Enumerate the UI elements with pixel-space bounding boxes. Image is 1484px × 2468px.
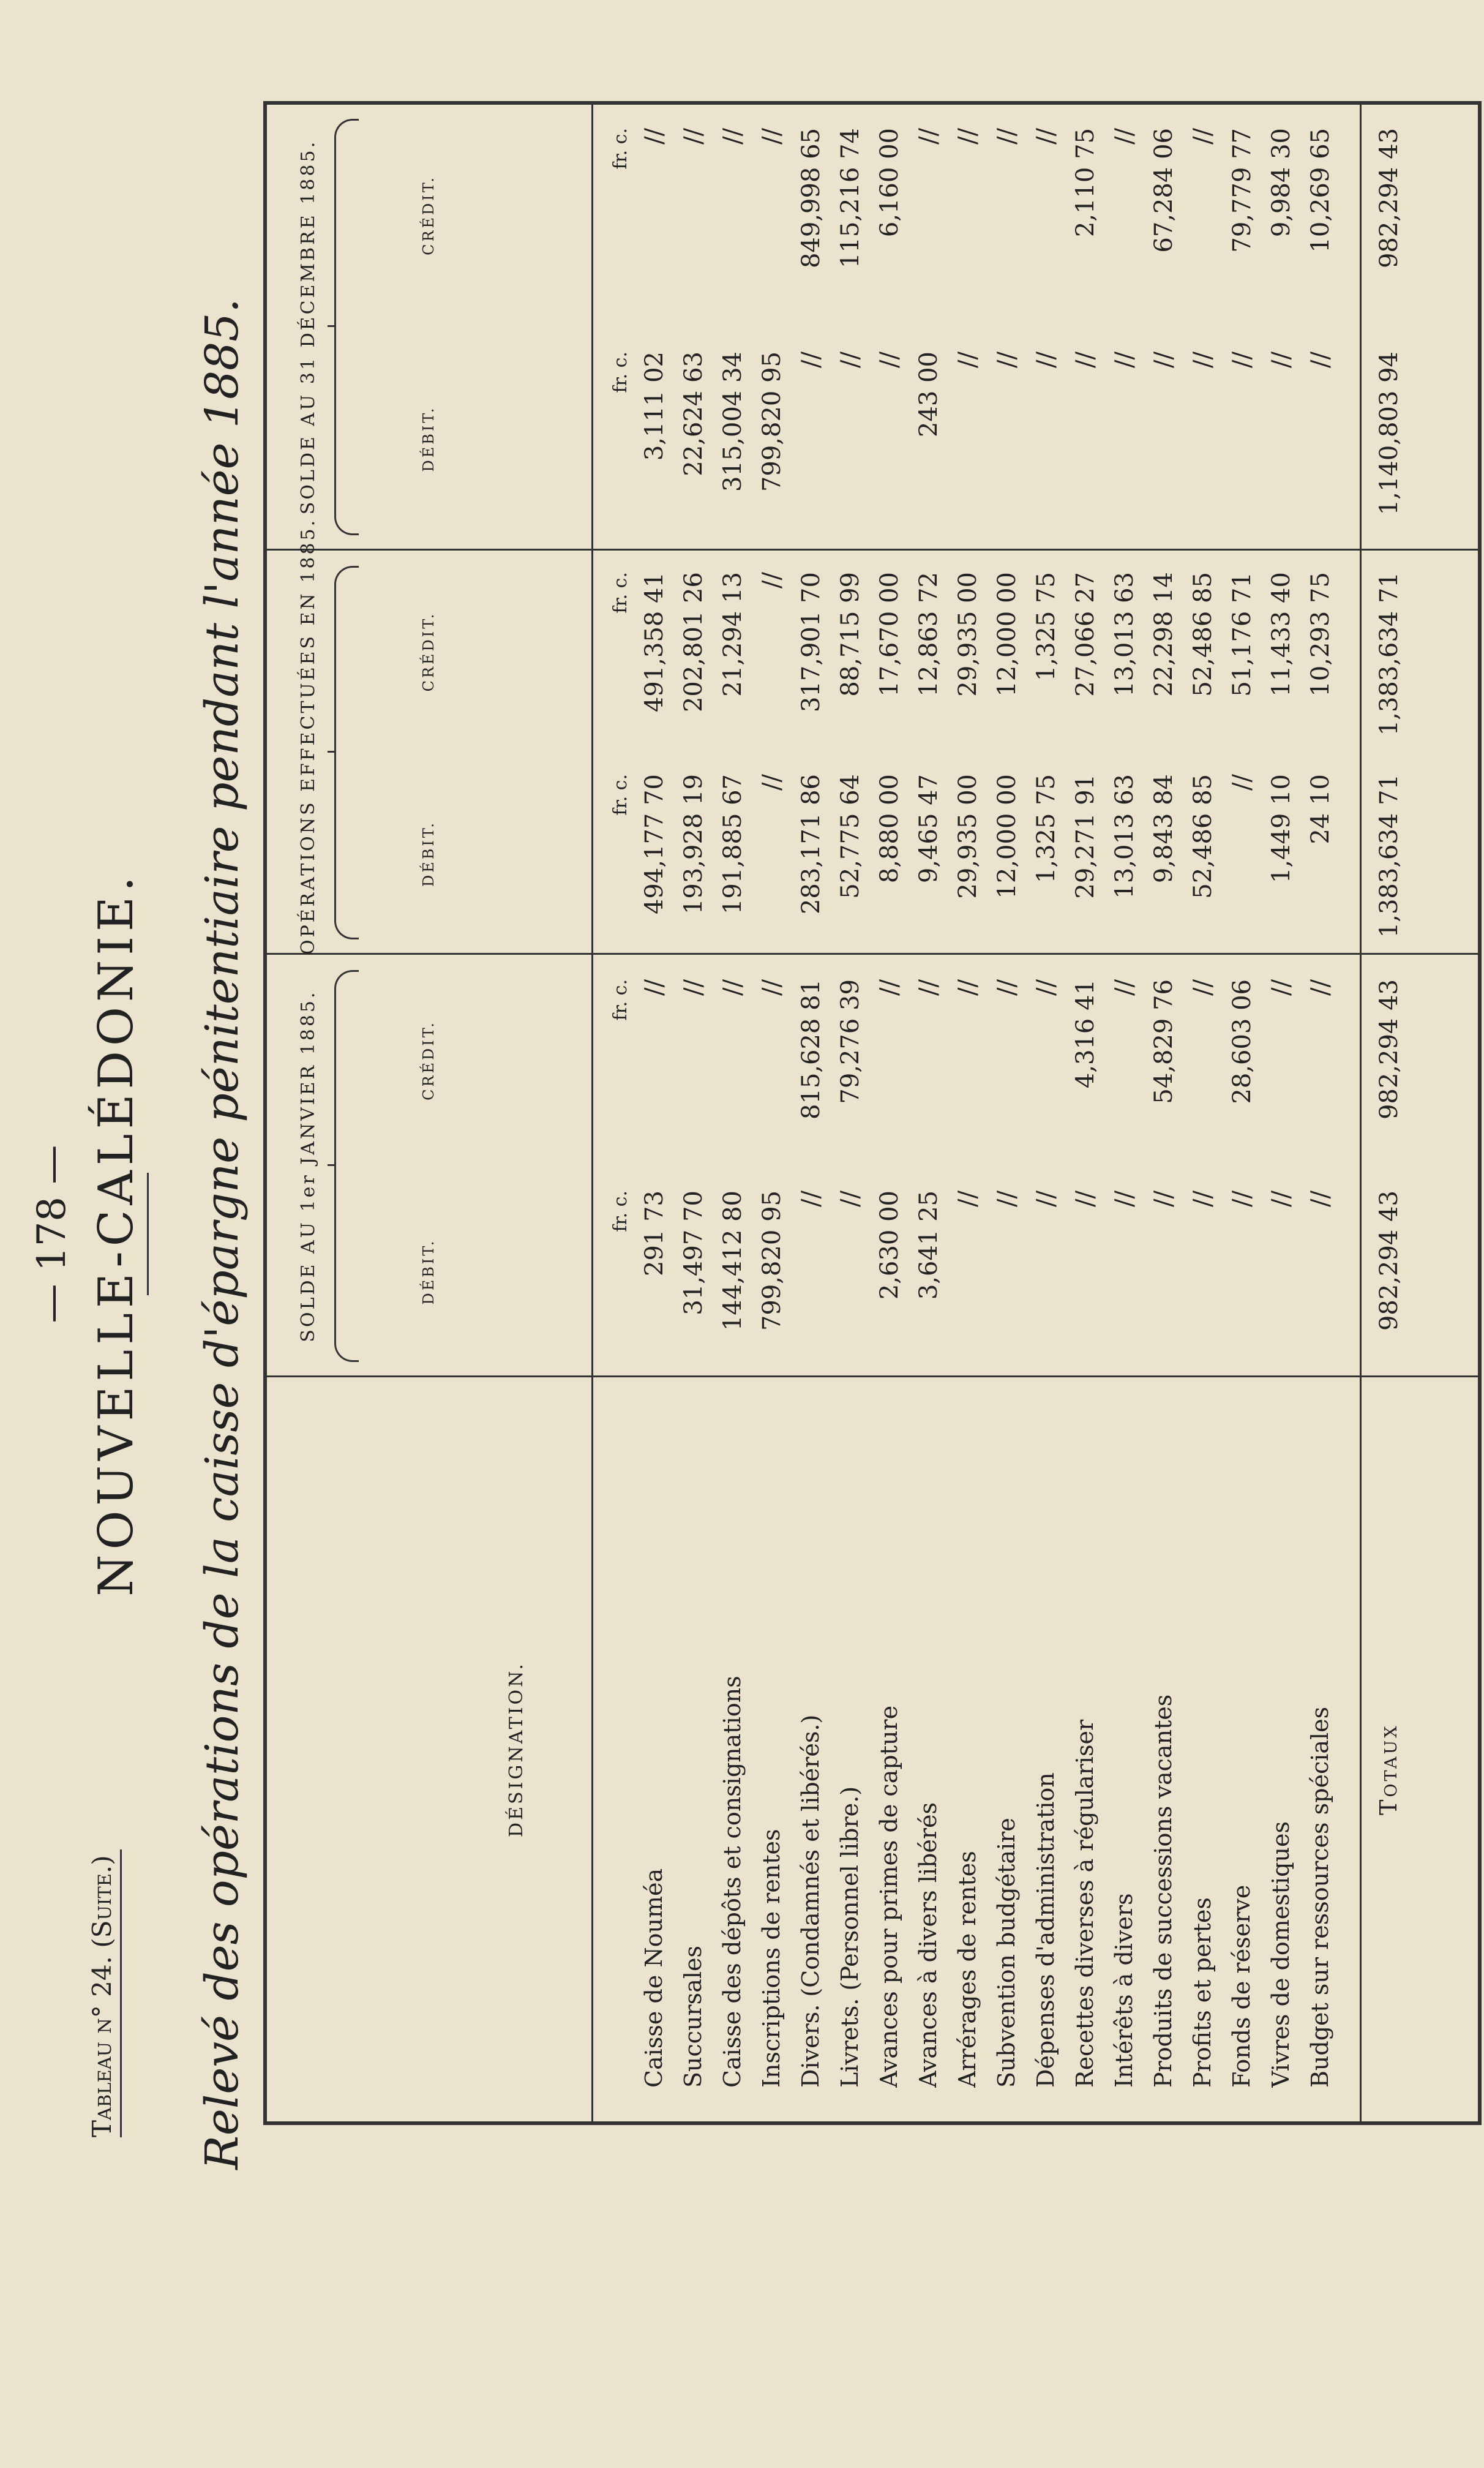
cell-c1: // xyxy=(1032,1191,1060,1207)
cell-c2: 79,276 39 xyxy=(836,979,864,1104)
cell-c6: 9,984 30 xyxy=(1267,128,1295,238)
row-label: Fonds de réserve xyxy=(1228,1884,1255,2088)
col-divider xyxy=(267,549,1478,551)
unit-label: fr. c. xyxy=(610,774,631,816)
cell-c4: 202,801 26 xyxy=(680,572,708,713)
cell-c1: 291 73 xyxy=(640,1191,669,1276)
cell-c6: 849,998 65 xyxy=(797,128,825,269)
total-c1: 982,294 43 xyxy=(1375,1191,1403,1331)
cell-c2: // xyxy=(758,979,786,996)
unit-label: fr. c. xyxy=(610,979,631,1021)
cell-c3: 191,885 67 xyxy=(719,774,747,915)
cell-c1: // xyxy=(836,1191,864,1207)
cell-c3: 24 10 xyxy=(1306,774,1335,845)
title-rule xyxy=(147,1173,149,1295)
cell-c2: // xyxy=(993,979,1021,996)
cell-c1: // xyxy=(1228,1191,1256,1207)
cell-c6: 2,110 75 xyxy=(1071,128,1100,238)
cell-c2: // xyxy=(640,979,669,996)
cell-c4: 52,486 85 xyxy=(1189,572,1217,697)
total-c4: 1,383,634 71 xyxy=(1375,572,1403,736)
row-label: Inscriptions de rentes xyxy=(758,1829,785,2088)
unit-label: fr. c. xyxy=(610,572,631,614)
row-label: Produits de successions vacantes xyxy=(1150,1694,1177,2088)
cell-c5: 3,111 02 xyxy=(640,352,669,461)
cell-c4: // xyxy=(758,572,786,589)
cell-c6: 79,779 77 xyxy=(1228,128,1256,253)
cell-c4: 13,013 63 xyxy=(1111,572,1139,697)
header-rule xyxy=(591,105,593,2121)
cell-c5: // xyxy=(1267,352,1295,368)
cell-c1: // xyxy=(1111,1191,1139,1207)
cell-c4: 22,298 14 xyxy=(1150,572,1178,697)
total-c3: 1,383,634 71 xyxy=(1375,774,1403,938)
row-label: Avances à divers libérés xyxy=(915,1802,942,2088)
unit-label: fr. c. xyxy=(610,352,631,393)
row-label: Intérêts à divers xyxy=(1111,1893,1137,2088)
subheader-credit: CRÉDIT. xyxy=(420,611,437,692)
cell-c4: 491,358 41 xyxy=(640,572,669,713)
cell-c6: // xyxy=(1111,128,1139,145)
cell-c2: // xyxy=(719,979,747,996)
unit-label: fr. c. xyxy=(610,1191,631,1232)
cell-c3: 52,775 64 xyxy=(836,774,864,899)
cell-c4: 11,433 40 xyxy=(1267,572,1295,697)
cell-c6: 115,216 74 xyxy=(836,128,864,269)
row-label: Profits et pertes xyxy=(1189,1897,1216,2088)
row-label: Vivres de domestiques xyxy=(1267,1821,1294,2088)
subheader-debit: DÉBIT. xyxy=(420,405,437,472)
cell-c1: // xyxy=(1267,1191,1295,1207)
col-divider xyxy=(267,1375,1478,1377)
cell-c5: 799,820 95 xyxy=(758,352,786,492)
cell-c5: 22,624 63 xyxy=(680,352,708,476)
cell-c3: 29,271 91 xyxy=(1071,774,1100,899)
cell-c1: // xyxy=(1306,1191,1335,1207)
cell-c1: 144,412 80 xyxy=(719,1191,747,1331)
header-operations: OPÉRATIONS EFFECTUÉES EN 1885. xyxy=(298,517,319,955)
cell-c4: 10,293 75 xyxy=(1306,572,1335,697)
cell-c4: 21,294 13 xyxy=(719,572,747,697)
row-label: Recettes diverses à régulariser xyxy=(1071,1719,1098,2088)
cell-c1: // xyxy=(1150,1191,1178,1207)
cell-c5: // xyxy=(993,352,1021,368)
cell-c5: // xyxy=(875,352,904,368)
totals-rule xyxy=(1360,105,1362,2121)
cell-c2: 28,603 06 xyxy=(1228,979,1256,1104)
cell-c3: // xyxy=(1228,774,1256,791)
row-label: Avances pour primes de capture xyxy=(875,1705,902,2088)
table-subtitle: Relevé des opérations de la caisse d'épargne pénitentiaire pendant l'année 1885. xyxy=(196,298,249,2170)
row-label: Succursales xyxy=(680,1945,706,2088)
cell-c2: // xyxy=(1111,979,1139,996)
cell-c5: // xyxy=(1071,352,1100,368)
cell-c3: 494,177 70 xyxy=(640,774,669,915)
brace-solde-debut xyxy=(334,970,359,1362)
cell-c3: 193,928 19 xyxy=(680,774,708,915)
cell-c1: 3,641 25 xyxy=(915,1191,943,1300)
cell-c2: // xyxy=(1189,979,1217,996)
cell-c6: 6,160 00 xyxy=(875,128,904,238)
cell-c1: // xyxy=(797,1191,825,1207)
cell-c2: 4,316 41 xyxy=(1071,979,1100,1089)
cell-c5: // xyxy=(1306,352,1335,368)
cell-c3: 8,880 00 xyxy=(875,774,904,884)
cell-c6: // xyxy=(640,128,669,145)
total-c2: 982,294 43 xyxy=(1375,979,1403,1120)
cell-c6: // xyxy=(758,128,786,145)
cell-c6: // xyxy=(954,128,982,145)
brace-operations xyxy=(334,566,359,939)
cell-c5: // xyxy=(797,352,825,368)
cell-c4: 12,000 00 xyxy=(993,572,1021,697)
cell-c4: 51,176 71 xyxy=(1228,572,1256,697)
cell-c3: 283,171 86 xyxy=(797,774,825,915)
cell-c2: // xyxy=(875,979,904,996)
subheader-debit: DÉBIT. xyxy=(420,1238,437,1305)
cell-c3: 9,465 47 xyxy=(915,774,943,884)
cell-c6: 10,269 65 xyxy=(1306,128,1335,253)
cell-c5: 315,004 34 xyxy=(719,352,747,492)
header-solde-fin: SOLDE AU 31 DÉCEMBRE 1885. xyxy=(298,139,319,515)
cell-c4: 17,670 00 xyxy=(875,572,904,697)
cell-c2: // xyxy=(1267,979,1295,996)
cell-c4: 1,325 75 xyxy=(1032,572,1060,682)
cell-c2: // xyxy=(954,979,982,996)
cell-c6: // xyxy=(1189,128,1217,145)
row-label: Caisse des dépôts et consignations xyxy=(719,1676,746,2088)
header-solde-debut: SOLDE AU 1er JANVIER 1885. xyxy=(298,990,319,1342)
cell-c3: // xyxy=(758,774,786,791)
cell-c1: 31,497 70 xyxy=(680,1191,708,1315)
subheader-credit: CRÉDIT. xyxy=(420,1020,437,1100)
cell-c1: // xyxy=(1189,1191,1217,1207)
cell-c3: 1,449 10 xyxy=(1267,774,1295,884)
cell-c3: 1,325 75 xyxy=(1032,774,1060,884)
page-number: — 178 — xyxy=(29,1145,75,1323)
cell-c6: // xyxy=(993,128,1021,145)
cell-c3: 9,843 84 xyxy=(1150,774,1178,884)
brace-solde-fin xyxy=(334,119,359,535)
cell-c4: 88,715 99 xyxy=(836,572,864,697)
cell-c4: 317,901 70 xyxy=(797,572,825,713)
cell-c6: // xyxy=(1032,128,1060,145)
totals-label: Totaux xyxy=(1375,1723,1402,1815)
row-label: Budget sur ressources spéciales xyxy=(1306,1706,1333,2088)
row-label: Divers. (Condamnés et libérés.) xyxy=(797,1714,824,2088)
cell-c6: // xyxy=(915,128,943,145)
row-label: Subvention budgétaire xyxy=(993,1818,1020,2088)
total-c5: 1,140,803 94 xyxy=(1375,352,1403,516)
cell-c5: // xyxy=(954,352,982,368)
row-label: Livrets. (Personnel libre.) xyxy=(836,1786,863,2088)
cell-c5: // xyxy=(1032,352,1060,368)
row-label: Dépenses d'administration xyxy=(1032,1772,1059,2088)
cell-c2: // xyxy=(915,979,943,996)
cell-c3: 12,000 00 xyxy=(993,774,1021,899)
row-label: Caisse de Nouméa xyxy=(640,1868,667,2088)
header-designation: DÉSIGNATION. xyxy=(506,1661,527,1837)
row-label: Arrérages de rentes xyxy=(954,1851,981,2088)
cell-c2: // xyxy=(1032,979,1060,996)
cell-c1: // xyxy=(1071,1191,1100,1207)
tableau-label: Tableau n° 24. (Suite.) xyxy=(87,1855,117,2137)
cell-c5: // xyxy=(1228,352,1256,368)
cell-c1: 799,820 95 xyxy=(758,1191,786,1331)
country-title: NOUVELLE-CALÉDONIE. xyxy=(89,871,144,1597)
cell-c3: 29,935 00 xyxy=(954,774,982,899)
ledger-table xyxy=(263,101,1482,2125)
cell-c1: // xyxy=(954,1191,982,1207)
cell-c6: 67,284 06 xyxy=(1150,128,1178,253)
cell-c5: // xyxy=(1111,352,1139,368)
cell-c5: // xyxy=(1189,352,1217,368)
subheader-debit: DÉBIT. xyxy=(420,821,437,887)
cell-c4: 29,935 00 xyxy=(954,572,982,697)
cell-c1: // xyxy=(993,1191,1021,1207)
subheader-credit: CRÉDIT. xyxy=(420,175,437,255)
cell-c2: // xyxy=(680,979,708,996)
cell-c6: // xyxy=(680,128,708,145)
cell-c2: 54,829 76 xyxy=(1150,979,1178,1104)
cell-c3: 13,013 63 xyxy=(1111,774,1139,899)
cell-c4: 12,863 72 xyxy=(915,572,943,697)
cell-c2: 815,628 81 xyxy=(797,979,825,1120)
cell-c2: // xyxy=(1306,979,1335,996)
cell-c5: 243 00 xyxy=(915,352,943,437)
total-c6: 982,294 43 xyxy=(1375,128,1403,269)
col-divider xyxy=(267,953,1478,955)
cell-c6: // xyxy=(719,128,747,145)
cell-c3: 52,486 85 xyxy=(1189,774,1217,899)
cell-c1: 2,630 00 xyxy=(875,1191,904,1300)
cell-c5: // xyxy=(836,352,864,368)
unit-label: fr. c. xyxy=(610,128,631,170)
cell-c4: 27,066 27 xyxy=(1071,572,1100,697)
cell-c5: // xyxy=(1150,352,1178,368)
